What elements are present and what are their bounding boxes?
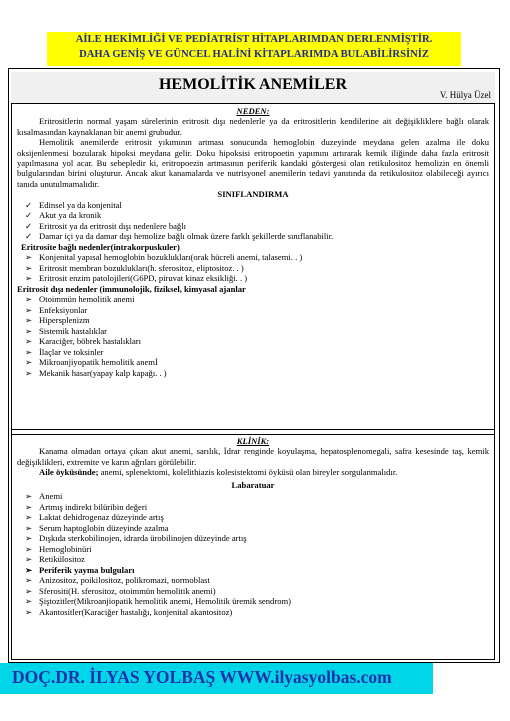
checkmark-icon: ✓ [25, 220, 33, 231]
list-item: ➢ Hipersplenizm [25, 315, 90, 326]
top-banner-line2: DAHA GENİŞ VE GÜNCEL HALİNİ KİTAPLARIMDA BULABİLİRSİNİZ [79, 49, 429, 60]
list-item: ➢ Karaciğer, böbrek hastalıkları [25, 336, 142, 347]
author-name: V. Hülya Üzel [439, 90, 491, 100]
intra-list [17, 252, 489, 284]
arrow-icon: ➢ [25, 346, 33, 357]
list-item: ✓ Edinsel ya da konjenital [25, 199, 122, 210]
arrow-icon: ➢ [25, 336, 33, 347]
list-item: ➢ Artmış indirekt bilüribin değeri [25, 501, 148, 512]
arrow-icon: ➢ [25, 533, 33, 544]
list-item: ➢ Anemi [25, 491, 63, 502]
checkmark-icon: ✓ [25, 231, 33, 242]
list-item: ✓ Akut ya da kronik [25, 210, 102, 221]
klinik-heading: KLİNİK: [236, 436, 270, 446]
arrow-icon: ➢ [25, 304, 33, 315]
title-box [11, 72, 495, 104]
arrow-icon: ➢ [25, 315, 33, 326]
list-item: ➢ Mekanik hasar(yapay kalp kapağı. . ) [25, 367, 167, 378]
arrow-icon: ➢ [25, 501, 33, 512]
list-item: ➢ Laktat dehidrogenaz düzeyinde artış [25, 512, 164, 523]
siniflandirma-heading: SINIFLANDIRMA [217, 189, 289, 200]
arrow-icon: ➢ [25, 252, 33, 263]
klinik-section [11, 434, 495, 660]
list-item: ➢ Mikroanjiyopatik hemolitik anemİ [25, 357, 158, 368]
list-item: ➢ Dışkıda sterkobilinojen, idrarda ürobilinojen düzeyinde artış [25, 533, 247, 544]
bottom-banner [0, 663, 433, 694]
arrow-icon: ➢ [25, 596, 33, 607]
arrow-icon: ➢ [25, 491, 33, 502]
checkmark-icon: ✓ [25, 210, 33, 221]
list-item: ➢ Konjenital yapısal hemoglobin bozuklukları(orak hücreli anemi, talasemi. . ) [25, 252, 303, 263]
family-history-text: anemi, splenektomi, kolelithiazis kolesistektomi öyküsü olan bireyler sorgulanmalıdır. [98, 467, 398, 478]
list-item: ➢ Serum haptoglobin düzeyinde azalma [25, 522, 169, 533]
arrow-icon: ➢ [25, 367, 33, 378]
family-history-label: Aile öyküsünde; [39, 467, 99, 478]
klinik-paragraph-2 [17, 467, 489, 477]
extra-heading: Eritrosit dışı nedenler (immunolojik, fiziksel, kimyasal ajanlar [17, 283, 246, 294]
intra-heading: Eritrosite bağlı nedenler(intrakorpuskuler) [21, 241, 180, 252]
top-banner [47, 32, 461, 66]
list-item: ➢ Enfeksiyonlar [25, 304, 88, 315]
arrow-icon: ➢ [25, 575, 33, 586]
list-item: ➢ Akantositler(Karaciğer hastalığı, konjenital akantositoz) [25, 606, 233, 617]
list-item: ➢ Retikülositoz [25, 554, 85, 565]
arrow-icon: ➢ [25, 294, 33, 305]
neden-paragraph-2: Hemolitik anemilerde eritrosit yıkımının artması sonucunda hemoglobin duzeyinde meydana gelen azalma ile doku oksijenlenmesi bozularak hipoksi meydana gelir. Doku hipoksisi eritropoetin yapımını artırarak kemik iliğinde daha fazla eritrosit yapılmasına yol acar. Bu sebepledir ki, eritropoezin artmasının periferik kandaki göstergesi olan retikulositoz hemolizin en önemli bulgularından birini oluşturur. Ancak akut kanamalarda ve nutrisyonel anemilerin tedavi yanıtında da retikulositoz olabileceği ayırıcı tanıda unutulmamalıdır. [17, 137, 489, 189]
neden-paragraph-1: Eritrositlerin normal yaşam sürelerinin eritrosit dışı nedenlerle ya da eritrositlerin kendilerine ait değişikliklere bağlı olarak kısalmasından kaynaklanan bir anemi grubudur. [17, 116, 489, 137]
arrow-icon: ➢ [25, 564, 33, 575]
arrow-icon: ➢ [25, 512, 33, 523]
arrow-icon: ➢ [25, 543, 33, 554]
arrow-icon: ➢ [25, 585, 33, 596]
list-item: ➢ Eritrosit enzim patolojileri(G6PD, piruvat kinaz eksikliği. . ) [25, 273, 248, 284]
list-item: ➢ Şiştozitler(Mikroanjiopatik hemolitik anemi, Hemolitik üremik sendrom) [25, 596, 292, 607]
arrow-icon: ➢ [25, 262, 33, 273]
bottom-banner-text: DOÇ.DR. İLYAS YOLBAŞ WWW.ilyasyolbas.com [12, 667, 392, 687]
list-item: ✓ Damar içi ya da damar dışı hemolize bağlı olmak üzere farklı şekillerde sınıflanabilir. [25, 231, 334, 242]
arrow-icon: ➢ [25, 325, 33, 336]
list-item: ➢ Sistemik hastalıklar [25, 325, 108, 336]
arrow-icon: ➢ [25, 554, 33, 565]
klinik-paragraph-1: Kanama olmadan ortaya çıkan akut anemi, sarılık, İdrar renginde koyulaşma, hepatosplenomegali, safra kesesinde taş, kemik değişiklikleri, extremite ve karın ağrıları görülebilir. [17, 446, 489, 467]
list-item: ➢ Otoimmün hemolitik anemi [25, 294, 135, 305]
lab-heading: Labaratuar [231, 479, 275, 490]
arrow-icon: ➢ [25, 606, 33, 617]
neden-section [11, 105, 495, 430]
list-item: ➢ Anizositoz, poikilositoz, polikromazi, normoblast [25, 575, 210, 586]
list-item: ➢ Sferositi(H. sferositoz, otoimmün hemolitik anemi) [25, 585, 216, 596]
list-item: ➢ Eritrosit membran bozuklukları(h. sferositoz, eliptositoz. . ) [25, 262, 244, 273]
list-item: ✓ Eritrosit ya da eritrosit dışı nedenlere bağlı [25, 220, 187, 231]
top-banner-line1: AİLE HEKİMLİĞİ VE PEDİATRİST HİTAPLARIMDAN DERLENMİŞTİR. [75, 34, 433, 45]
lab-list [17, 491, 489, 617]
extra-list [17, 294, 489, 378]
classification-check-list [17, 200, 489, 242]
arrow-icon: ➢ [25, 273, 33, 284]
arrow-icon: ➢ [25, 522, 33, 533]
list-item: ➢ Hemoglobinüri [25, 543, 92, 554]
neden-heading: NEDEN: [236, 106, 270, 116]
arrow-icon: ➢ [25, 357, 33, 368]
yayma-heading: Periferik yayma bulguları [39, 564, 135, 575]
list-item [25, 565, 489, 576]
page-title: HEMOLİTİK ANEMİLER [158, 76, 348, 93]
checkmark-icon: ✓ [25, 199, 33, 210]
list-item: ➢ İlaçlar ve toksinler [25, 346, 104, 357]
